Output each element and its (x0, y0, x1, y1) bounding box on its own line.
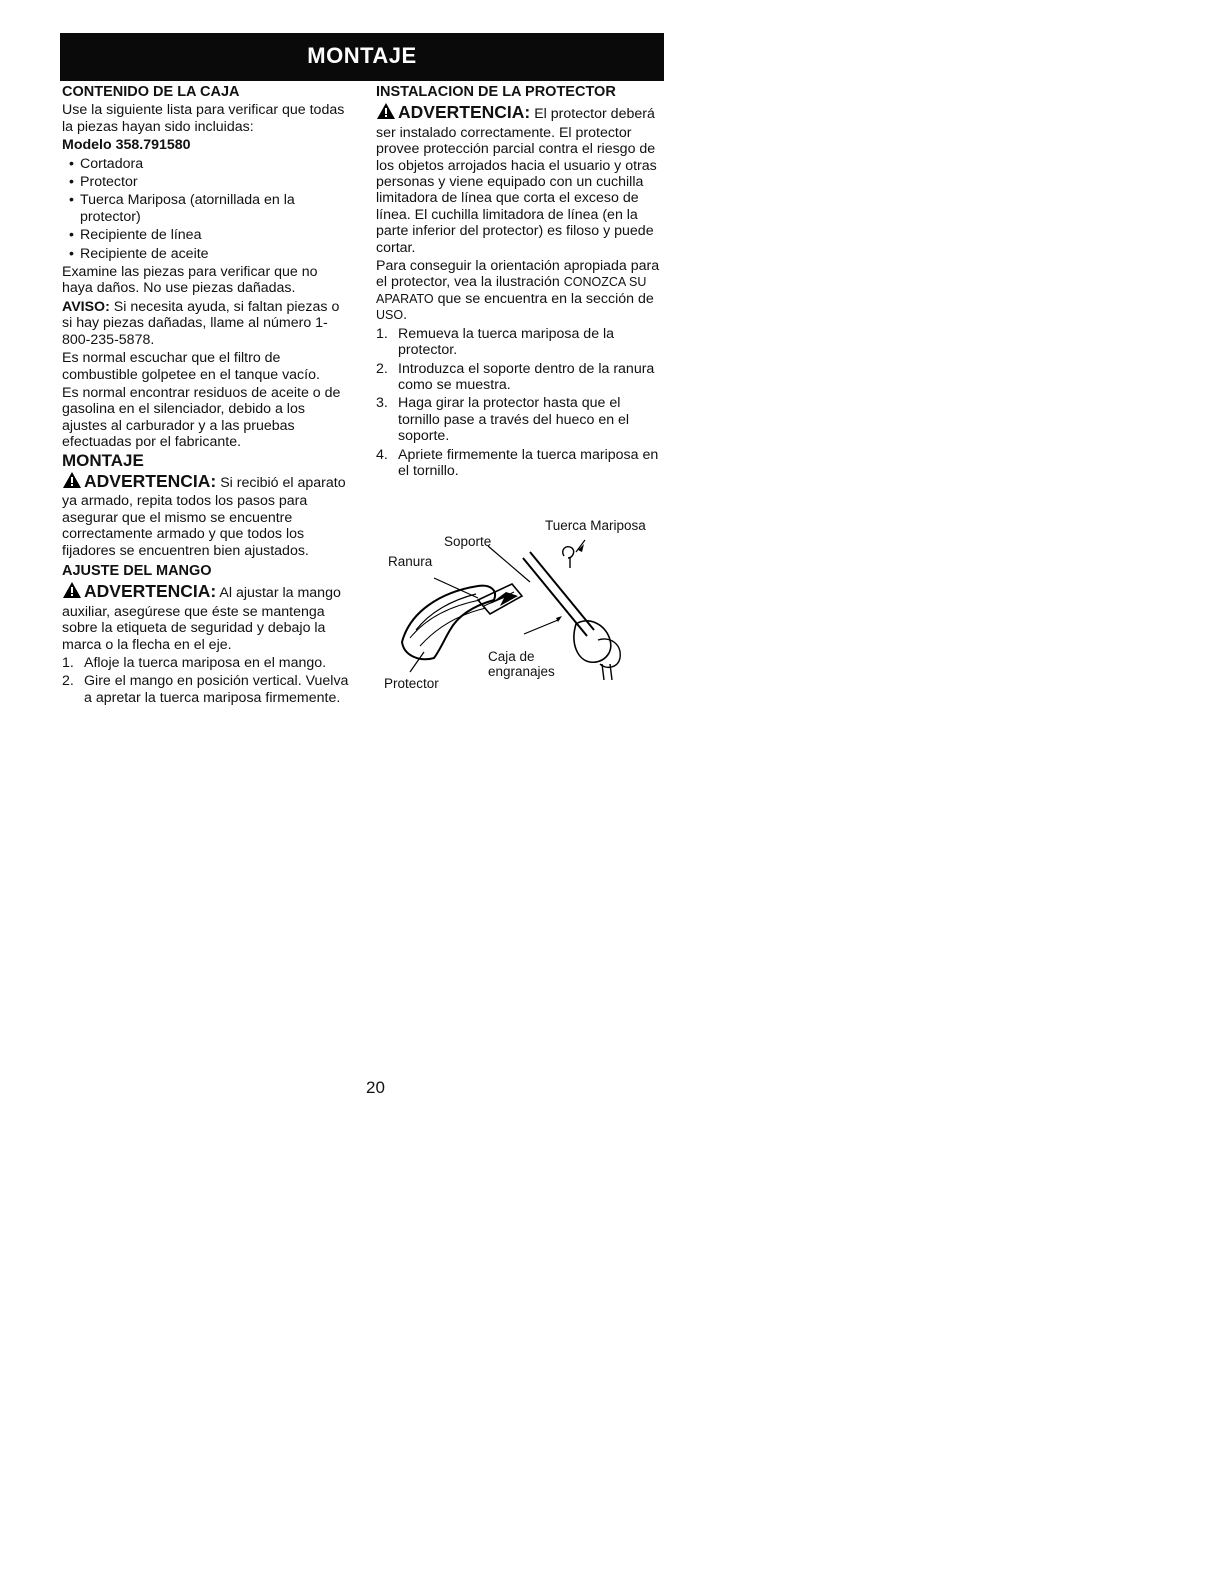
right-column (376, 84, 666, 481)
examine-text: Examine las piezas para verificar que no haya daños. No use piezas dañadas. (62, 264, 318, 297)
model-number: Modelo 358.791580 (62, 137, 191, 154)
step-number: 3. (376, 395, 388, 412)
list-item (376, 361, 666, 394)
aviso-text: Si necesita ayuda, si faltan piezas o si hay piezas dañadas, llame al número 1-800-235-5878. (62, 298, 340, 348)
step-text: Afloje la tuerca mariposa en el mango. (84, 655, 327, 671)
handle-title: AJUSTE DEL MANGO (62, 562, 212, 579)
label-bracket: Soporte (444, 534, 492, 549)
step-text: Gire el mango en posición vertical. Vuelva a apretar la tuerca mariposa firmemente. (84, 673, 349, 706)
list-item: • Tuerca Mariposa (atornillada en la protector) (62, 192, 352, 225)
montaje-heading: MONTAJE (62, 450, 144, 470)
list-item: • Recipiente de aceite (62, 246, 352, 262)
step-number: 4. (376, 446, 388, 463)
list-item: • Protector (62, 174, 352, 190)
step-number: 2. (376, 360, 388, 377)
label-slot: Ranura (388, 554, 433, 569)
handle-steps (62, 655, 352, 706)
warning-protector (376, 102, 666, 256)
contents-title: CONTENIDO DE LA CAJA (62, 84, 240, 100)
label-gearbox-line2: engranajes (488, 664, 555, 679)
contents-intro: Use la siguiente lista para verificar que todas la piezas hayan sido incluidas: (62, 102, 345, 135)
left-column (62, 84, 352, 708)
warning-triangle-icon (376, 102, 396, 124)
warning-text: Si recibió el aparato ya armado, repita todos los pasos para asegurar que el mismo se encuentre correctamente armado y que todos los fijadores se encuentren bien ajustados. (62, 474, 346, 559)
list-item (376, 395, 666, 444)
list-item (62, 655, 352, 671)
normal-note-2: Es normal encontrar residuos de aceite o de gasolina en el silenciador, debido a los ajustes al carburador y a las pruebas efectuadas por el fabricante. (62, 384, 341, 451)
list-item: • Recipiente de línea (62, 227, 352, 243)
orientation-note: Para conseguir la orientación apropiada para el protector, vea la ilustración CONOZCA SU APARATO que se encuentra en la sección de USO. (376, 258, 660, 324)
aviso-paragraph (62, 299, 352, 348)
section-banner: MONTAJE (60, 33, 664, 81)
protector-install-figure (380, 512, 680, 702)
step-number: 2. (62, 673, 74, 690)
label-protector: Protector (384, 676, 439, 691)
step-text: Apriete firmemente la tuerca mariposa en el tornillo. (398, 446, 659, 479)
page-number: 20 (366, 1078, 385, 1097)
label-gearbox-line1: Caja de (488, 649, 535, 664)
reference-know-your-unit: CONOZCA SU APARATO (376, 275, 647, 306)
list-item (376, 326, 666, 359)
warning-triangle-icon (62, 471, 82, 493)
warning-label: ADVERTENCIA: (84, 581, 217, 602)
list-item (62, 673, 352, 706)
reference-uso: USO (376, 308, 404, 323)
contents-list (62, 156, 352, 262)
protector-install-title: INSTALACION DE LA PROTECTOR (376, 84, 616, 100)
warning-triangle-icon (62, 581, 82, 603)
warning-text: Al ajustar la mango auxiliar, asegúrese que éste se mantenga sobre la etiqueta de seguridad y debajo la marca o la flecha en el eje. (62, 585, 341, 653)
label-wing-nut: Tuerca Mariposa (545, 518, 646, 533)
step-number: 1. (376, 325, 388, 342)
warning-label: ADVERTENCIA: (398, 102, 531, 123)
list-item: • Cortadora (62, 156, 352, 172)
normal-note-1: Es normal escuchar que el filtro de combustible golpetee en el tanque vacío. (62, 350, 320, 383)
aviso-label: AVISO: (62, 298, 110, 315)
warning-text: El protector deberá ser instalado correctamente. El protector provee protección parcial contra el riesgo de los objetos arrojados hacia el usuario y otras personas y viene equipado con un cuchilla limitadora de línea que corta el exceso de línea. El cuchilla limitadora de línea (en la parte inferior del protector) es filoso y puede cortar. (376, 106, 657, 256)
warning-handle (62, 581, 352, 653)
step-text: Haga girar la protector hasta que el tornillo pase a través del hueco en el soporte. (398, 395, 630, 445)
protector-steps (376, 326, 666, 480)
warning-label: ADVERTENCIA: (84, 470, 217, 491)
warning-assembled (62, 471, 352, 559)
step-text: Introduzca el soporte dentro de la ranura como se muestra. (398, 360, 655, 393)
step-text: Remueva la tuerca mariposa de la protector. (398, 325, 615, 359)
step-number: 1. (62, 655, 74, 671)
list-item (376, 447, 666, 480)
